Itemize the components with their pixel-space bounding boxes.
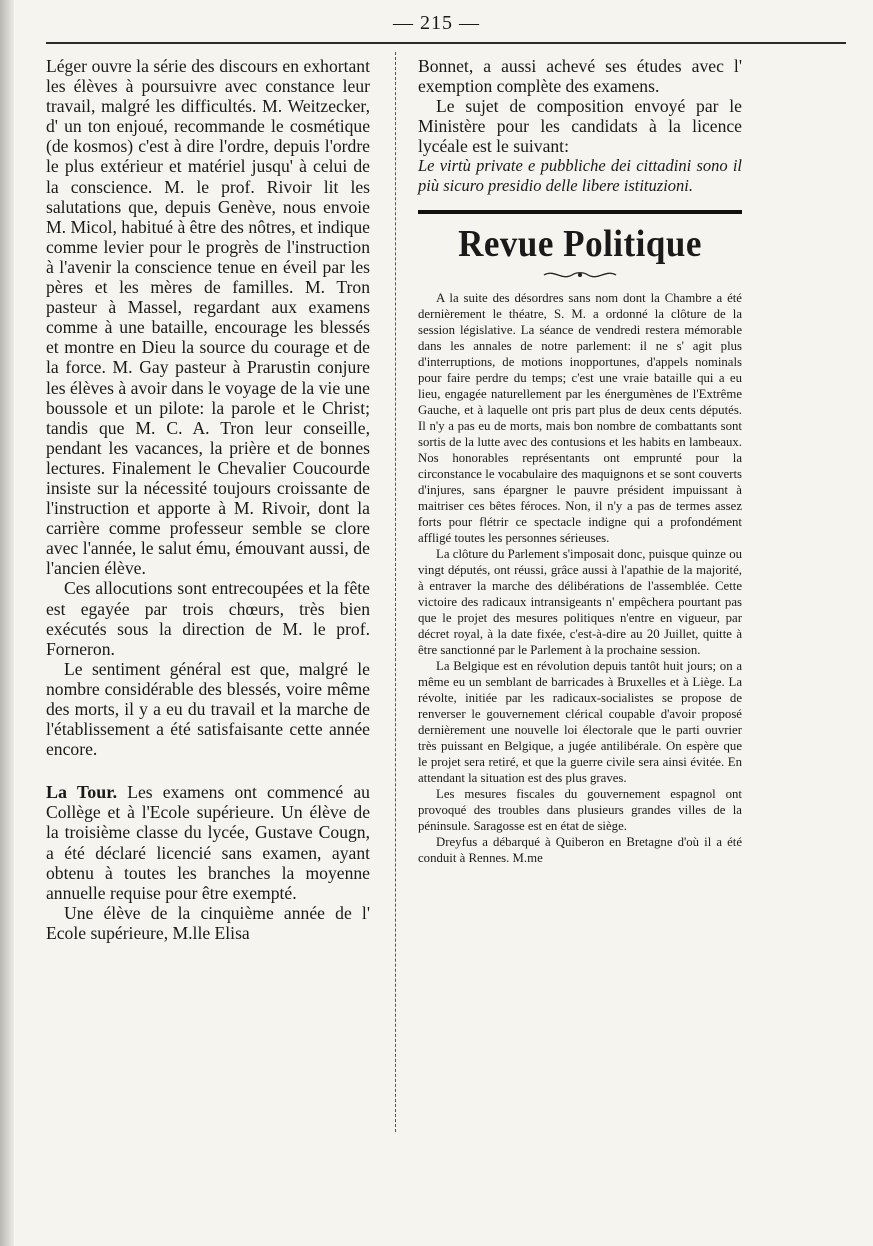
la-tour-heading: La Tour. — [46, 782, 118, 803]
flourish-ornament — [418, 268, 742, 284]
revue-paragraph-5: Dreyfus a débarqué à Quiberon en Bretagne d'où il a été conduit à Rennes. M.me — [418, 835, 742, 866]
left-paragraph-la-tour — [46, 782, 370, 903]
page-number: — 215 — — [393, 12, 480, 34]
right-paragraph-1: Bonnet, a aussi achevé ses études avec l' exemption complète des examens. — [418, 56, 742, 97]
right-column — [418, 56, 742, 866]
page-edge-shadow — [0, 0, 14, 1246]
composition-subject: Le virtù private e pubbliche dei cittadini sono il più sicuro presidio delle libere istituzioni. — [418, 156, 742, 196]
paragraph-gap — [46, 759, 370, 782]
left-paragraph-2: Ces allocutions sont entrecoupées et la fête est egayée par trois chœurs, très bien exécutés sous la direction de M. le prof. Forneron. — [46, 578, 370, 659]
section-rule — [418, 210, 742, 214]
left-column — [46, 56, 370, 943]
revue-paragraph-3: La Belgique est en révolution depuis tantôt huit jours; on a même eu un semblant de barricades à Bruxelles et à Liège. La révolte, initiée par les radicaux-socialistes se propose de renverser le gouvernement clérical coupable d'avoir proposé dernièrement une nouvelle loi électorale que le parti ouvrier très puissant en Belgique, a jugée antilibérale. On espère que le projet sera retiré, et que la guerre civile sera ainsi évitée. En attendant la situation est des plus graves. — [418, 659, 742, 786]
right-paragraph-2: Le sujet de composition envoyé par le Ministère pour les candidats à la licence lycéale est le suivant: — [418, 96, 742, 157]
left-paragraph-5: Une élève de la cinquième année de l' Ecole supérieure, M.lle Elisa — [46, 902, 370, 943]
revue-paragraph-4: Les mesures fiscales du gouvernement espagnol ont provoqué des troubles dans plusieurs grandes villes de la péninsule. Saragosse est en état de siège. — [418, 787, 742, 834]
revue-paragraph-1: A la suite des désordres sans nom dont la Chambre a été dernièrement le théatre, S. M. a ordonné la clôture de la session législative. La séance de vendredi restera mémorable dans les annales de notre parlement: il ne s' agit plus d'interruptions, de motions inopportunes, d'appels nominals pour faire perdre du temps; c'est une vraie bataille qui a eu lieu, engagée naturellement par les énergumènes de l'Extrême Gauche, et à laquelle ont pris part plus de deux cents députés. Il n'y a pas eu de morts, mais bon nombre de combattants sont sortis de la lutte avec des contusions et les habits en lambeaux. Nos honorables représentants ont emprunté pour la circonstance le vocabulaire des maquignons et se sont couverts d'injures, sans épargner le pauvre président impuissant à maitriser ces bêtes féroces. Non, il n'y a pas de termes assez forts pour flétrir ce spectacle indigne qui a profondément affligé toutes les personnes sérieuses. — [418, 291, 742, 546]
section-title: Revue Politique — [458, 222, 702, 266]
left-paragraph-3: Le sentiment général est que, malgré le nombre considérable des blessés, voire même des morts, il y a eu du travail et la marche de l'établissement a été satisfaisante cette année encore. — [46, 658, 370, 760]
column-divider — [395, 52, 396, 1132]
revue-paragraph-2: La clôture du Parlement s'imposait donc, puisque quinze ou vingt députés, ont réussi, grâce aussi à l'apathie de la majorité, à entraver la marche des délibérations de l'assemblée. Cette victoire des radicaux intransigeants n' empêchera pourtant pas que le projet des mesures politiques n'entre en vigueur, par décret royal, à la date fixée, c'est-à-dire au 20 Juillet, quitte à être sanctionné par le Parlement à la prochaine session. — [418, 547, 742, 658]
header-rule — [46, 42, 846, 44]
left-paragraph-1: Léger ouvre la série des discours en exhortant les élèves à poursuivre avec constance leur travail, malgré les difficultés. M. Weitzecker, d' un ton enjoué, recommande le cosmétique (de kosmos) c'est à dire l'ordre, depuis l'ordre le plus extérieur et matériel jusqu' à celui de la conscience. M. le prof. Rivoir lit les salutations que, depuis Genève, nous envoie M. Micol, habitué à être des nôtres, et indique comme levier pour le progrès de l'instruction à l'avenir la conscience tenue en éveil par les pères et les mères de familles. M. Tron pasteur à Massel, regardant aux examens comme à une bataille, encourage les blessés et montre en Dieu la source du courage et de la force. M. Gay pasteur à Prarustin conjure les élèves à avoir dans le voyage de la vie une boussole et un pilote: la parole et le Christ; tandis que M. C. A. Tron leur conseille, pendant les vacances, la prière et de bonnes lectures. Finalement le Chevalier Coucourde insiste sur la nécessité toujours croissante de l'instruction et apporte à M. Rivoir, dont la carrière comme professeur semble se clore avec l'année, le salut ému, émouvant aussi, de l'ancien élève. — [46, 56, 370, 579]
la-tour-text: Les examens ont commencé au Collège et à l'Ecole supérieure. Un élève de la troisième classe du lycée, Gustave Cougn, a été déclaré licencié sans examen, ayant obtenu à toutes les branches la moyenne annuelle requise pour être exempté. — [46, 782, 370, 903]
